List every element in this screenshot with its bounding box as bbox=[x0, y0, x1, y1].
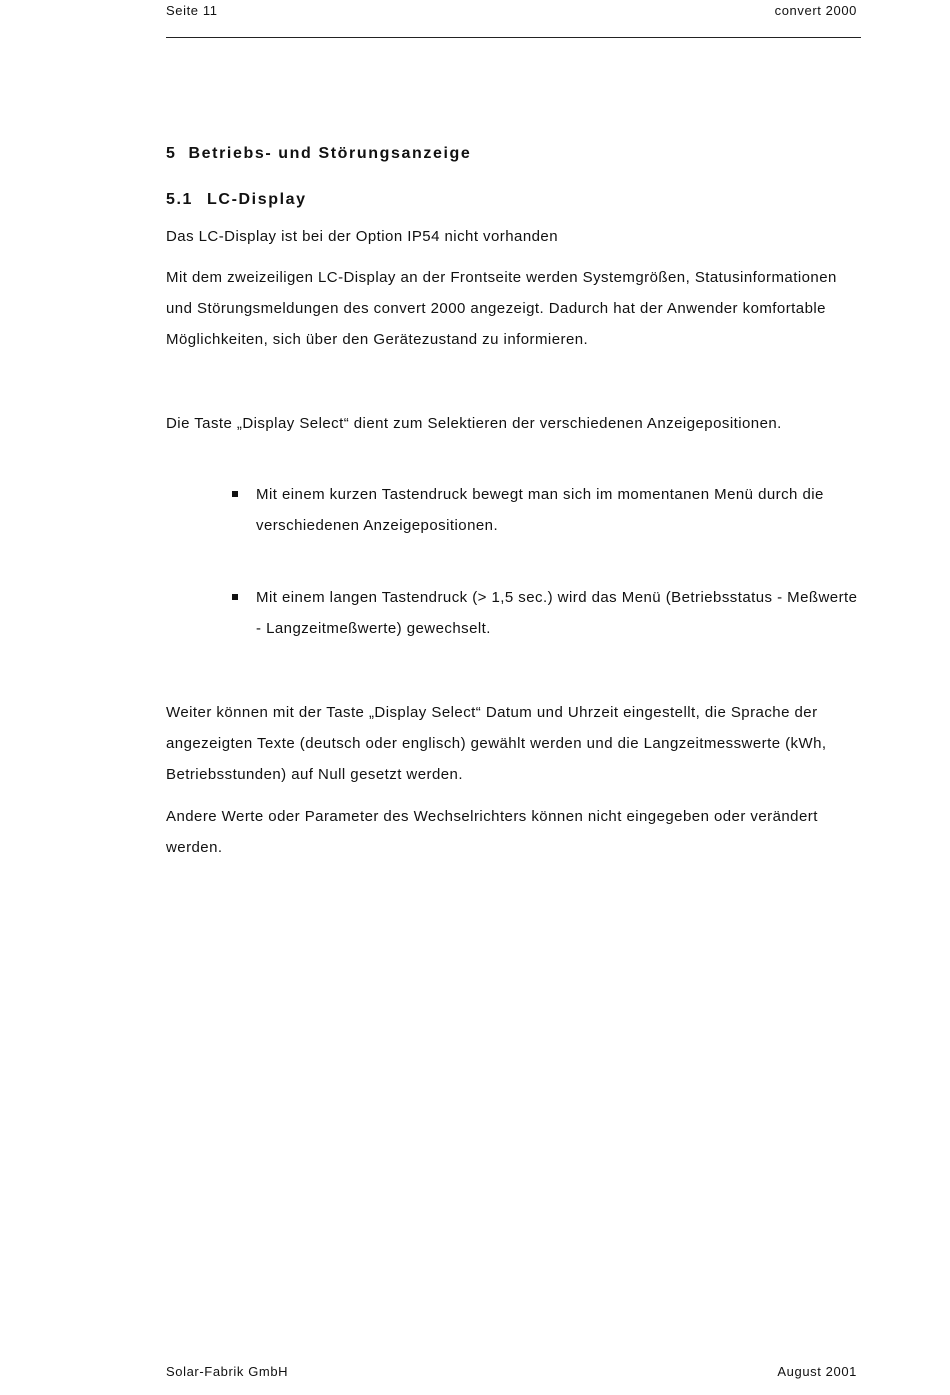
subsection-title: LC-Display bbox=[207, 191, 307, 208]
square-bullet-icon bbox=[232, 491, 238, 497]
bullet-text: Mit einem langen Tastendruck (> 1,5 sec.) wird das Menü (Betriebsstatus - Meßwerte - Langzeitmeßwerte) gewechselt. bbox=[256, 589, 858, 637]
intro-paragraph: Mit dem zweizeiligen LC-Display an der Frontseite werden Systemgrößen, Statusinformationen und Störungsmeldungen des convert 2000 angezeigt. Dadurch hat der Anwender komfortable Möglichkeiten, sich über den Gerätezustand zu informieren. bbox=[166, 269, 837, 348]
restrictions-paragraph: Andere Werte oder Parameter des Wechselrichters können nicht eingegeben oder verändert werden. bbox=[166, 808, 818, 856]
settings-paragraph: Weiter können mit der Taste „Display Select“ Datum und Uhrzeit eingestellt, die Sprache der angezeigten Texte (deutsch oder englisch) gewählt werden und die Langzeitmesswerte (kWh, Betriebsstunden) auf Null gesetzt werden. bbox=[166, 704, 827, 783]
subsection-heading bbox=[166, 189, 861, 211]
square-bullet-icon bbox=[232, 594, 238, 600]
document-title: convert 2000 bbox=[774, 3, 857, 18]
page-header bbox=[166, 0, 861, 38]
page-number: Seite 11 bbox=[166, 3, 218, 18]
list-item bbox=[232, 479, 861, 541]
subsection-number: 5.1 bbox=[166, 191, 194, 208]
display-select-paragraph: Die Taste „Display Select“ dient zum Selektieren der verschiedenen Anzeigepositionen. bbox=[166, 415, 782, 432]
list-item bbox=[232, 582, 861, 644]
section-heading bbox=[166, 143, 861, 165]
option-note-paragraph: Das LC-Display ist bei der Option IP54 nicht vorhanden bbox=[166, 228, 558, 245]
footer-company: Solar-Fabrik GmbH bbox=[166, 1364, 289, 1379]
footer-date: August 2001 bbox=[777, 1364, 857, 1379]
section-title: Betriebs- und Störungsanzeige bbox=[188, 145, 472, 162]
section-number: 5 bbox=[166, 145, 177, 162]
bullet-text: Mit einem kurzen Tastendruck bewegt man sich im momentanen Menü durch die verschiedenen Anzeigepositionen. bbox=[256, 486, 824, 534]
bullet-list bbox=[166, 479, 861, 644]
page-content bbox=[166, 143, 861, 863]
